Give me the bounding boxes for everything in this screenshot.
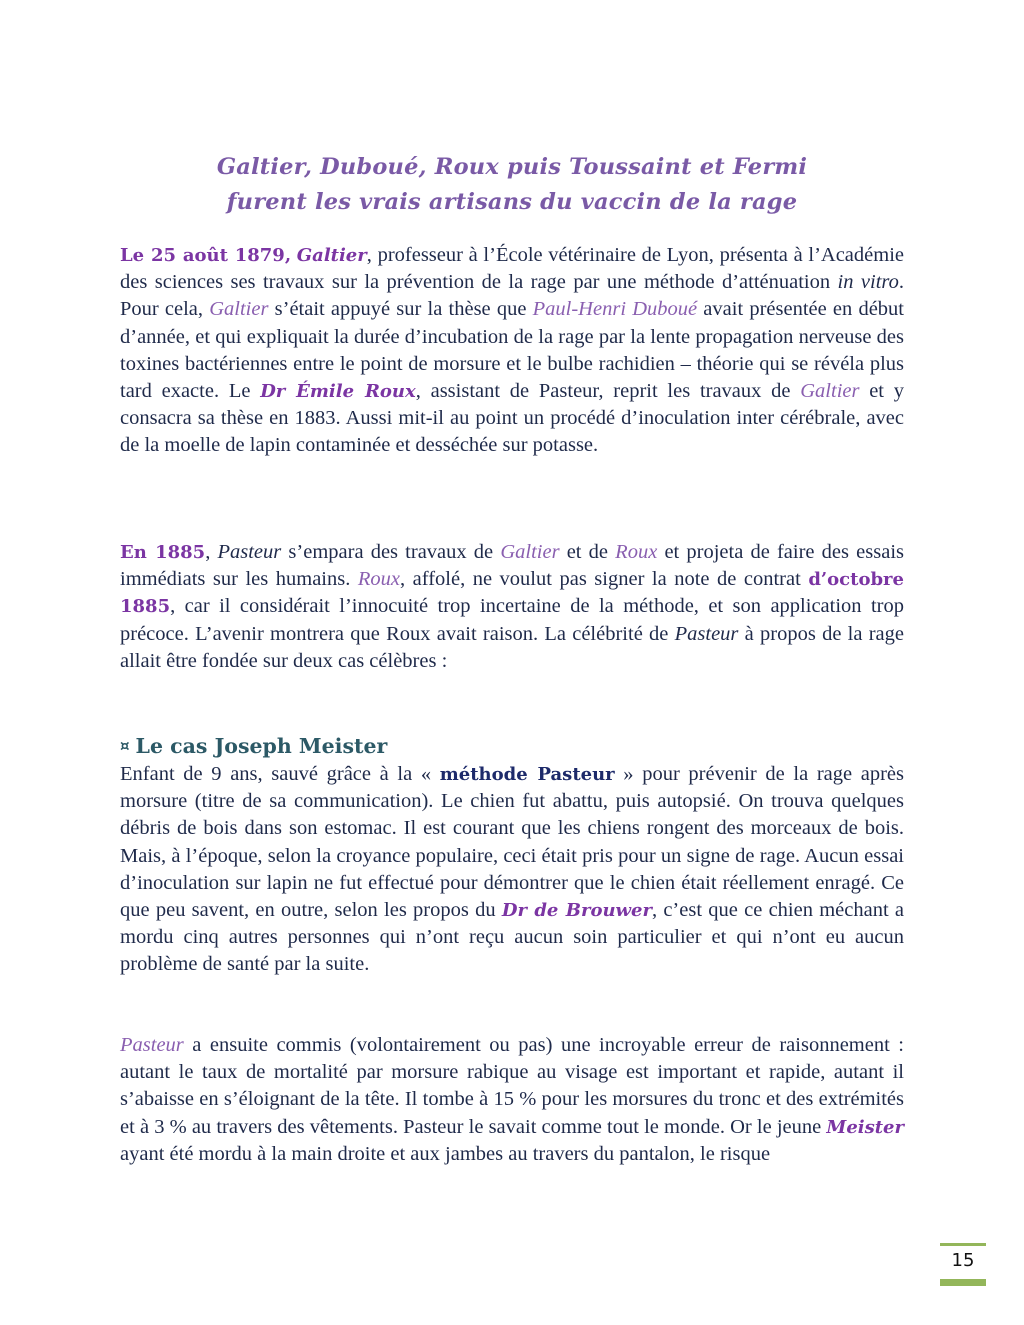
text: et de [559, 541, 616, 563]
text: s’empara des travaux de [281, 541, 501, 563]
year-highlight: En 1885 [120, 542, 206, 563]
term-methode-pasteur: méthode Pasteur [439, 764, 615, 785]
paragraph-galtier [120, 242, 904, 460]
section-heading [120, 731, 904, 761]
name-pasteur: Pasteur [217, 541, 282, 563]
name-meister: Meister [826, 1116, 904, 1138]
text: et y consacra sa thèse en 1883. Aussi mit-il au point un procédé d’inoculation inter cérébrale, avec de la moelle de lapin contaminée et desséchée sur potasse. [120, 380, 904, 457]
text: , car il considérait l’innocuité trop incertaine de la méthode, et son application trop précoce. L’avenir montrera que Roux avait raison. La célébrité de [120, 595, 904, 645]
name-pasteur: Pasteur [120, 1034, 184, 1056]
title-line-2: furent les vrais artisans du vaccin de la rage [226, 189, 798, 215]
name-brouwer: Dr de Brouwer [501, 900, 652, 922]
paragraph-erreur [120, 1032, 904, 1168]
name-roux: Dr Émile Roux [260, 381, 416, 403]
page-title [150, 150, 874, 220]
date-highlight: Le 25 août 1879, [120, 245, 292, 266]
page-number-rule-bottom [940, 1279, 986, 1286]
text: Enfant de 9 ans, sauvé grâce à la « [120, 763, 440, 785]
text: avait présentée en début d’année, et qui expliquait la durée d’incubation de la rage par la lente propagation nerveuse des toxines bactériennes entre le point de morsure et le bulbe rachidien – théorie qui se révéla plus tard exacte. Le [120, 298, 904, 403]
page-number-rule-top [940, 1243, 986, 1246]
section-heading-text: Le cas Joseph Meister [135, 734, 388, 758]
name-roux: Roux [615, 541, 658, 563]
text: , affolé, ne voulut pas signer la note de contrat [400, 568, 809, 591]
name-duboue: Paul-Henri Duboué [532, 298, 698, 321]
text: s’était appuyé sur la thèse que [268, 298, 533, 321]
text: , [205, 541, 218, 563]
term-in-vitro: in vitro [837, 271, 899, 294]
text: , assistant de Pasteur, reprit les travaux de [415, 380, 801, 403]
text: , c’est que ce chien méchant a mordu cinq autres personnes qui n’ont reçu aucun soin particulier et qui n’ont eu aucun problème de santé par la suite. [120, 899, 904, 976]
title-line-1: Galtier, Duboué, Roux puis Toussaint et Fermi [216, 154, 808, 180]
name-pasteur: Pasteur [674, 622, 739, 645]
text: a ensuite commis (volontairement ou pas) une incroyable erreur de raisonnement : autant le taux de mortalité par morsure rabique au visage est important et rapide, autant il s’abaisse en s’éloignant de la tête. Il tombe à 15 % pour les morsures du tronc et des extrémités et à 3 % au travers des vêtements. Pasteur le savait comme tout le monde. Or le jeune [120, 1034, 904, 1138]
bullet-icon: ¤ [120, 737, 130, 755]
paragraph-meister [120, 761, 904, 979]
text: » pour prévenir de la rage après morsure (titre de sa communication). Le chien fut abattu, puis autopsié. On trouva quelques débris de bois dans son estomac. Il est courant que les chiens rongent des morceaux de bois. Mais, à l’époque, selon la croyance populaire, ceci était pris pour un signe de rage. Aucun essai d’inoculation sur lapin ne fut effectué pour démontrer que le chien était réellement enragé. Ce que peu savent, en outre, selon les propos du [120, 763, 904, 922]
name-galtier: Galtier [800, 380, 860, 403]
date-highlight: d’octobre 1885 [120, 569, 904, 618]
text: ayant été mordu à la main droite et aux jambes au travers du pantalon, le risque [120, 1142, 771, 1165]
page-number: 15 [951, 1250, 975, 1271]
name-galtier: Galtier [296, 245, 367, 266]
name-roux: Roux [357, 568, 400, 591]
text: à propos de la rage allait être fondée sur deux cas célèbres : [120, 622, 904, 672]
paragraph-1885 [120, 539, 904, 675]
name-galtier: Galtier [209, 298, 269, 321]
text: . Pour cela, [120, 271, 904, 321]
text: et projeta de faire des essais immédiats sur les humains. [120, 541, 904, 591]
text: , professeur à l’École vétérinaire de Lyon, présenta à l’Académie des sciences ses travaux sur la prévention de la rage par une méthode d’atténuation [120, 244, 904, 294]
name-galtier: Galtier [500, 541, 560, 563]
